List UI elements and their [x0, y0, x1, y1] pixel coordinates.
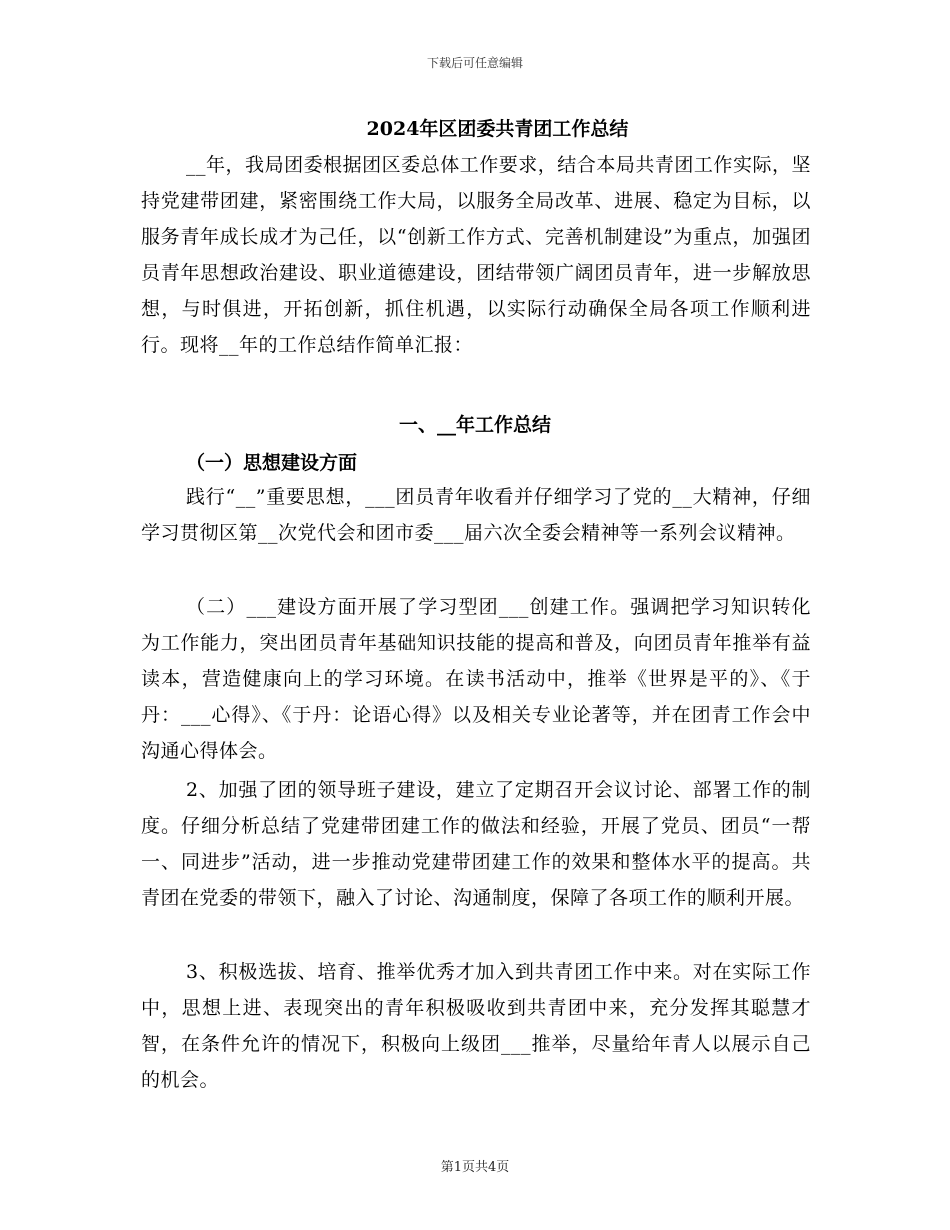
- paragraph-ideology: 践行“__”重要思想，___团员青年收看并仔细学习了党的__大精神，仔细学习贯彻区第__次党代会和团市委___届六次全委会精神等一系列会议精神。: [141, 486, 811, 544]
- section-heading: 一、__年工作总结: [398, 414, 551, 436]
- document-title: 2024年区团委共青团工作总结: [366, 118, 629, 140]
- paragraph-leadership: 2、加强了团的领导班子建设，建立了定期召开会议讨论、部署工作的制度。仔细分析总结了党建带团建工作的做法和经验，开展了党员、团员“一帮一、同进步”活动，进一步推动党建带团建工作的效果和整体水平的提高。共青团在党委的带领下，融入了讨论、沟通制度，保障了各项工作的顺利开展。: [141, 779, 811, 909]
- header-note: 下载后可任意编辑: [426, 56, 523, 70]
- intro-paragraph: __年，我局团委根据团区委总体工作要求，结合本局共青团工作实际，坚持党建带团建，紧密围绕工作大局，以服务全局改革、进展、稳定为目标，以服务青年成长成才为己任，以“创新工作方式、完善机制建设”为重点，加强团员青年思想政治建设、职业道德建设，团结带领广阔团员青年，进一步解放思想，与时俱进，开拓创新，抓住机遇，以实际行动确保全局各项工作顺利进行。现将__年的工作总结作简单汇报：: [141, 154, 811, 356]
- subheading-ideology: （一）思想建设方面: [186, 452, 358, 474]
- paragraph-talent: 3、积极选拔、培育、推举优秀才加入到共青团工作中来。对在实际工作中，思想上进、表现突出的青年积极吸收到共青团中来，充分发挥其聪慧才智，在条件允许的情况下，积极向上级团___推举，尽量给年青人以展示自己的机会。: [141, 961, 811, 1091]
- page-footer: 第1页共4页: [440, 1160, 510, 1175]
- paragraph-learning-org: （二）___建设方面开展了学习型团___创建工作。强调把学习知识转化为工作能力，突出团员青年基础知识技能的提高和普及，向团员青年推举有益读本，营造健康向上的学习环境。在读书活动中，推举《世界是平的》、《于丹：___心得》、《于丹：论语心得》以及相关专业论著等，并在团青工作会中沟通心得体会。: [141, 596, 811, 762]
